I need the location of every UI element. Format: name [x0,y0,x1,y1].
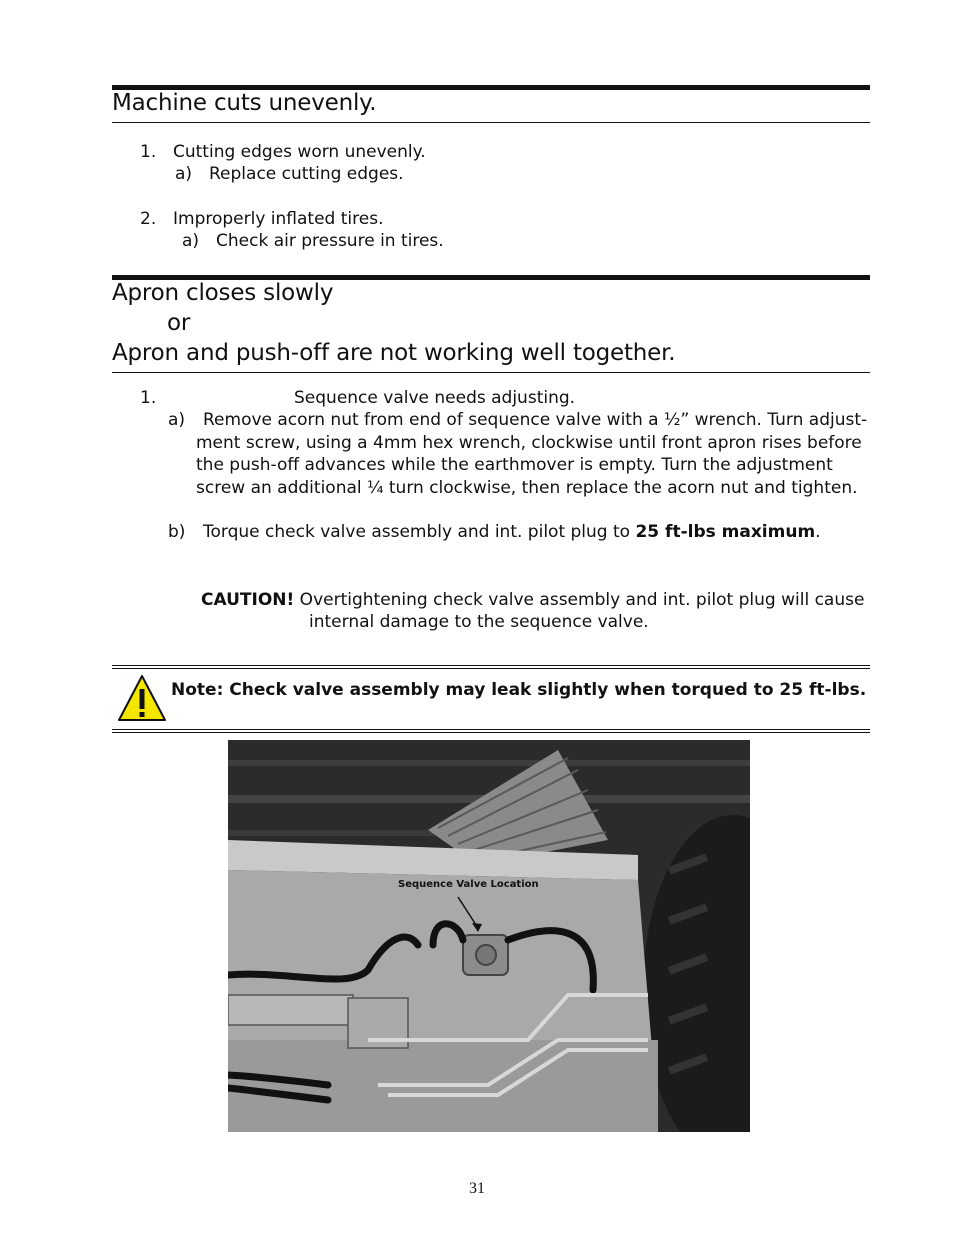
section-heading-apron-line2: Apron and push-off are not working well together. [112,340,676,366]
note-rule-bottom [112,729,870,730]
sub-letter: a) [168,410,186,430]
page-number: 31 [469,1180,485,1197]
sub-item-line: Remove acorn nut from end of sequence valve with a ½” wrench. Turn adjust- [203,410,868,430]
sub-item: Check air pressure in tires. [216,231,444,251]
sub-item: Replace cutting edges. [209,164,404,184]
list-number: 2. [140,209,157,229]
sub-item-line: screw an additional ¼ turn clockwise, then replace the acorn nut and tighten. [196,477,858,498]
caution-text: CAUTION! Overtightening check valve assembly and int. pilot plug will cause [201,590,865,610]
sub-letter: a) [182,231,200,251]
photo-label: Sequence Valve Location [398,879,539,890]
caution-label: CAUTION! [201,590,295,610]
sub-letter: b) [168,522,186,542]
list-item: Improperly inflated tires. [173,209,384,229]
sub-item-line: ment screw, using a 4mm hex wrench, clockwise until front apron rises before [196,432,862,453]
sub-letter: a) [175,164,193,184]
machine-illustration [228,740,750,1132]
list-number: 1. [140,142,157,162]
section-heading-or: or [167,310,191,336]
sequence-valve-photo [228,740,750,1132]
list-item: Sequence valve needs adjusting. [294,388,576,408]
note-text: Note: Check valve assembly may leak slightly when torqued to 25 ft-lbs. [171,680,867,700]
section-rule-bottom [112,122,870,123]
warning-triangle-icon [117,673,167,723]
torque-value: 25 ft-lbs maximum [635,522,816,542]
list-item: Cutting edges worn unevenly. [173,142,426,162]
note-rule-top [112,665,870,666]
section-heading-uneven-cut: Machine cuts unevenly. [112,90,377,116]
caution-text-line2: internal damage to the sequence valve. [309,612,649,632]
sub-item-line: the push-off advances while the earthmover is empty. Turn the adjustment [196,455,833,475]
note-rule-top [112,668,870,669]
section-heading-apron-line1: Apron closes slowly [112,280,334,306]
note-rule-bottom [112,732,870,733]
section-rule-bottom [112,372,870,373]
sub-item: Torque check valve assembly and int. pilot plug to 25 ft-lbs maximum. [203,522,821,542]
list-number: 1. [140,388,157,408]
